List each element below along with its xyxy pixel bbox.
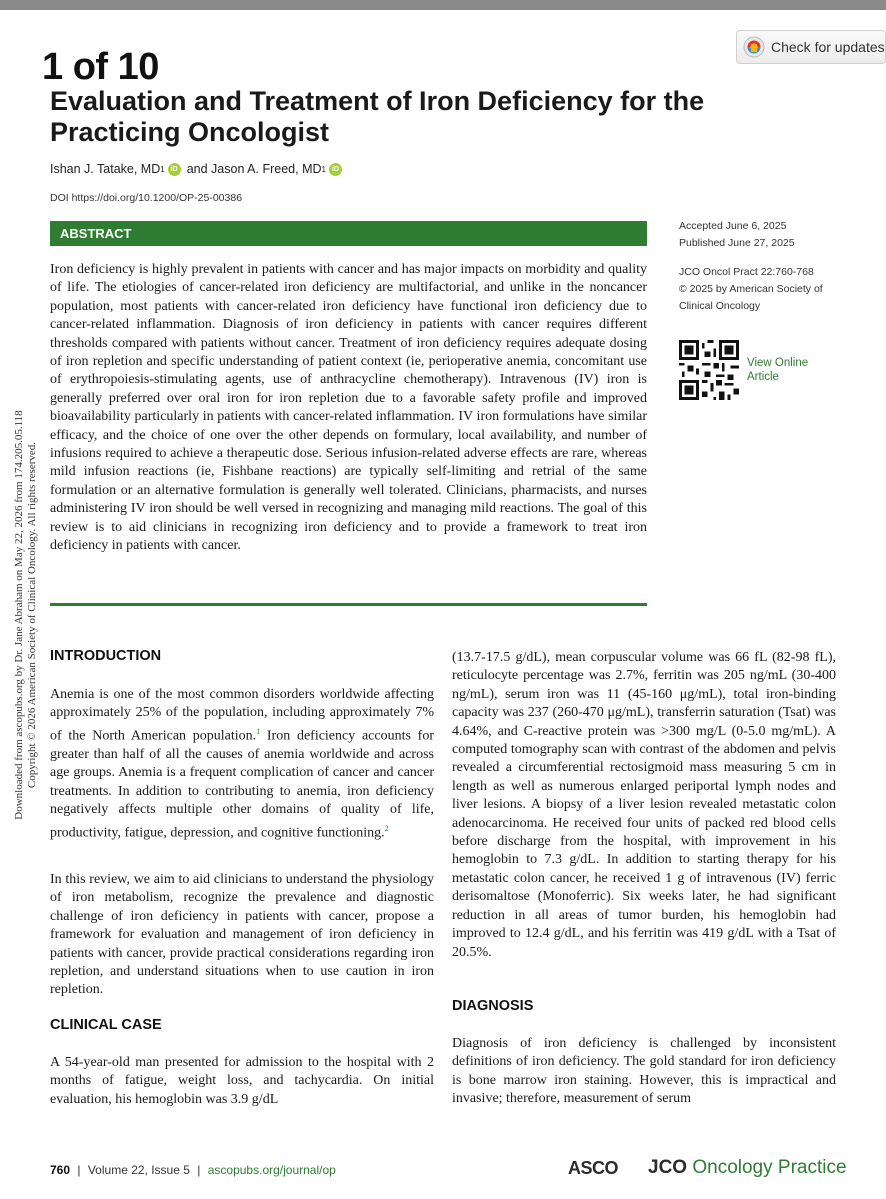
crossmark-icon — [743, 36, 765, 58]
clinical-case-continuation-text: (13.7-17.5 g/dL), mean corpuscular volume was 66 fL (82-98 fL), reticulocyte percentage was 2.7%, ferritin was 205 ng/mL (30-400 ng/mL), serum iron was 11 (45-160 μg/mL), total iron-binding capacity was 237 (260-470 μg/mL), transferrin saturation (Tsat) was 4.64%, and C-reactive protein was >300 mg/L (0-5.0 mg/mL). A computed tomography scan with contrast of the abdomen and pelvis revealed a circumferential rectosigmoid mass measuring 5 cm in length as well as numerous enlarged periportal lymph nodes and liver lesions. A biopsy of a liver lesion revealed metastatic colon adenocarcinoma. He received four units of packed red blood cells before discharge from the hospital, with improvement in his hemoglobin to 7.3 g/dL. In addition to starting therapy for his metastatic colon cancer, he received 1 g of intravenous (IV) ferric derisomaltose (Monoferric). Six weeks later, he had significant reduction in all areas of tumor burden, his hemoglobin had improved to 12.4 g/dL, and his ferritin was 419 g/dL with a Tsat of 20.5%. — [452, 650, 836, 960]
author-conjunction: and — [186, 162, 208, 176]
clinical-case-heading: CLINICAL CASE — [50, 1017, 162, 1033]
footer-separator: | — [77, 1163, 81, 1177]
qr-code-icon[interactable] — [679, 340, 739, 400]
page-number: 760 — [50, 1163, 71, 1177]
citation-block — [679, 264, 829, 315]
volume-issue: Volume 22, Issue 5 — [87, 1163, 190, 1177]
author-1: Ishan J. Tatake, MD — [50, 162, 161, 176]
intro-text-a: Anemia is one of the most common disorders worldwide affecting approximately 25% of the population, including approximately 7% of the North American population. — [50, 687, 434, 744]
diagnosis-text: Diagnosis of iron deficiency is challenged by inconsistent definitions of iron deficiency. The gold standard for iron deficiency is bone marrow iron staining. However, this is impractical and invasive; therefore, measurement of serum — [452, 1036, 836, 1107]
abstract-divider — [50, 603, 647, 606]
asco-logo: ASCO — [568, 1158, 619, 1178]
introduction-paragraph-1 — [50, 686, 434, 843]
intro-text-b: Iron deficiency accounts for greater than half of all the causes of anemia worldwide and across age groups. Anemia is a frequent complication of cancer and cancer treatments. In addition to contributing to anemia, iron deficiency negatively affects multiple other domains of quality of life, productivity, fatigue, depression, and cognitive functioning. — [50, 728, 434, 841]
abstract-heading: ABSTRACT — [50, 221, 647, 246]
journal-url-link[interactable]: ascopubs.org/journal/op — [207, 1163, 336, 1177]
diagnosis-heading: DIAGNOSIS — [452, 998, 534, 1014]
author-list — [50, 162, 348, 176]
affiliation-mark-1: 1 — [160, 164, 165, 174]
journal-citation: JCO Oncol Pract 22:760-768 — [679, 266, 814, 278]
introduction-heading: INTRODUCTION — [50, 648, 162, 664]
article-title: Evaluation and Treatment of Iron Deficiency for the Practicing Oncologist — [50, 86, 705, 147]
footer-separator: | — [197, 1163, 201, 1177]
doi-link[interactable]: DOI https://doi.org/10.1200/OP-25-00386 — [50, 192, 243, 204]
check-for-updates-button[interactable] — [736, 30, 886, 64]
abstract-text: Iron deficiency is highly prevalent in patients with cancer and has major impacts on morbidity and quality of life. The etiologies of cancer-related iron deficiency are multifactorial, and unlike in the noncancer population, most patients with cancer-related iron deficiency have functional iron deficiency due to cancer-related inflammation. Diagnosis of iron deficiency in patients with cancer requires different thresholds compared with patients without cancer. Treatment of iron deficiency requires adequate dosing of iron repletion and specific understanding of patient context (ie, perioperative anemia, concomitant use of erythropoiesis-stimulating agents, use of anthracycline chemotherapy). Intravenous (IV) iron is generally preferred over oral iron for iron repletion due to a favorable safety profile and improved bioavailability particularly in patients with cancer-related inflammation. IV iron formulations have similar efficacy, and the choice of one over the other depends on formulary, local availability, and number of infusions required to achieve a therapeutic dose. Serious infusion-related adverse effects are rare, whereas mild infusion reactions (ie, Fishbane reactions) are typically self-limiting and retrial of the same formulation or an alternative formulation is generally well tolerated. Clinicians, pharmacists, and nurses administering IV iron should be well versed in recognizing and managing mild reactions. The goal of this review is to aid clinicians in recognizing iron deficiency and to provide a framework to treat iron deficiency in patients with cancer. — [50, 262, 647, 554]
orcid-icon[interactable]: iD — [329, 163, 342, 176]
intro-paragraph-2-text: In this review, we aim to aid clinicians to understand the physiology of iron metabolism, recognize the prevalence and diagnostic challenge of iron deficiency in patients with cancer, propose a framework for evaluation and management of iron deficiency in patients with cancer, provide practical considerations regarding iron repletion, and understand situations when to use caution in iron repletion. — [50, 872, 434, 998]
download-note-line1: Downloaded from ascopubs.org by Dr. Jane Abraham on May 22, 2026 from 174.205.05.118 — [13, 410, 25, 820]
copyright-line: © 2025 by American Society of Clinical Oncology — [679, 283, 823, 312]
page-footer — [50, 1163, 336, 1177]
published-date: Published June 27, 2025 — [679, 237, 795, 249]
introduction-paragraph-2 — [50, 871, 434, 1000]
view-online-article-link[interactable]: View Online Article — [747, 357, 809, 383]
download-note-line2: Copyright © 2026 American Society of Clinical Oncology. All rights reserved. — [26, 441, 38, 789]
jco-logo-rest: Oncology Practice — [692, 1157, 847, 1178]
page-indicator: 1 of 10 — [42, 46, 159, 88]
author-2: Jason A. Freed, MD — [211, 162, 322, 176]
diagnosis-paragraph — [452, 1035, 836, 1109]
affiliation-mark-2: 1 — [321, 164, 326, 174]
clinical-case-continuation — [452, 649, 836, 962]
jco-logo-bold: JCO — [648, 1157, 688, 1178]
reference-1[interactable]: 1 — [256, 726, 261, 736]
jco-op-logo — [648, 1157, 847, 1179]
clinical-case-text: A 54-year-old man presented for admission to the hospital with 2 months of fatigue, weight loss, and tachycardia. On initial evaluation, his hemoglobin was 3.9 g/dL — [50, 1055, 434, 1107]
reference-2[interactable]: 2 — [384, 823, 389, 833]
download-note — [13, 380, 39, 850]
viewer-top-bar — [0, 0, 886, 10]
accepted-date: Accepted June 6, 2025 — [679, 220, 787, 232]
check-for-updates-label: Check for updates — [771, 39, 885, 55]
publication-dates — [679, 218, 795, 252]
orcid-icon[interactable]: iD — [168, 163, 181, 176]
clinical-case-paragraph — [50, 1054, 434, 1109]
